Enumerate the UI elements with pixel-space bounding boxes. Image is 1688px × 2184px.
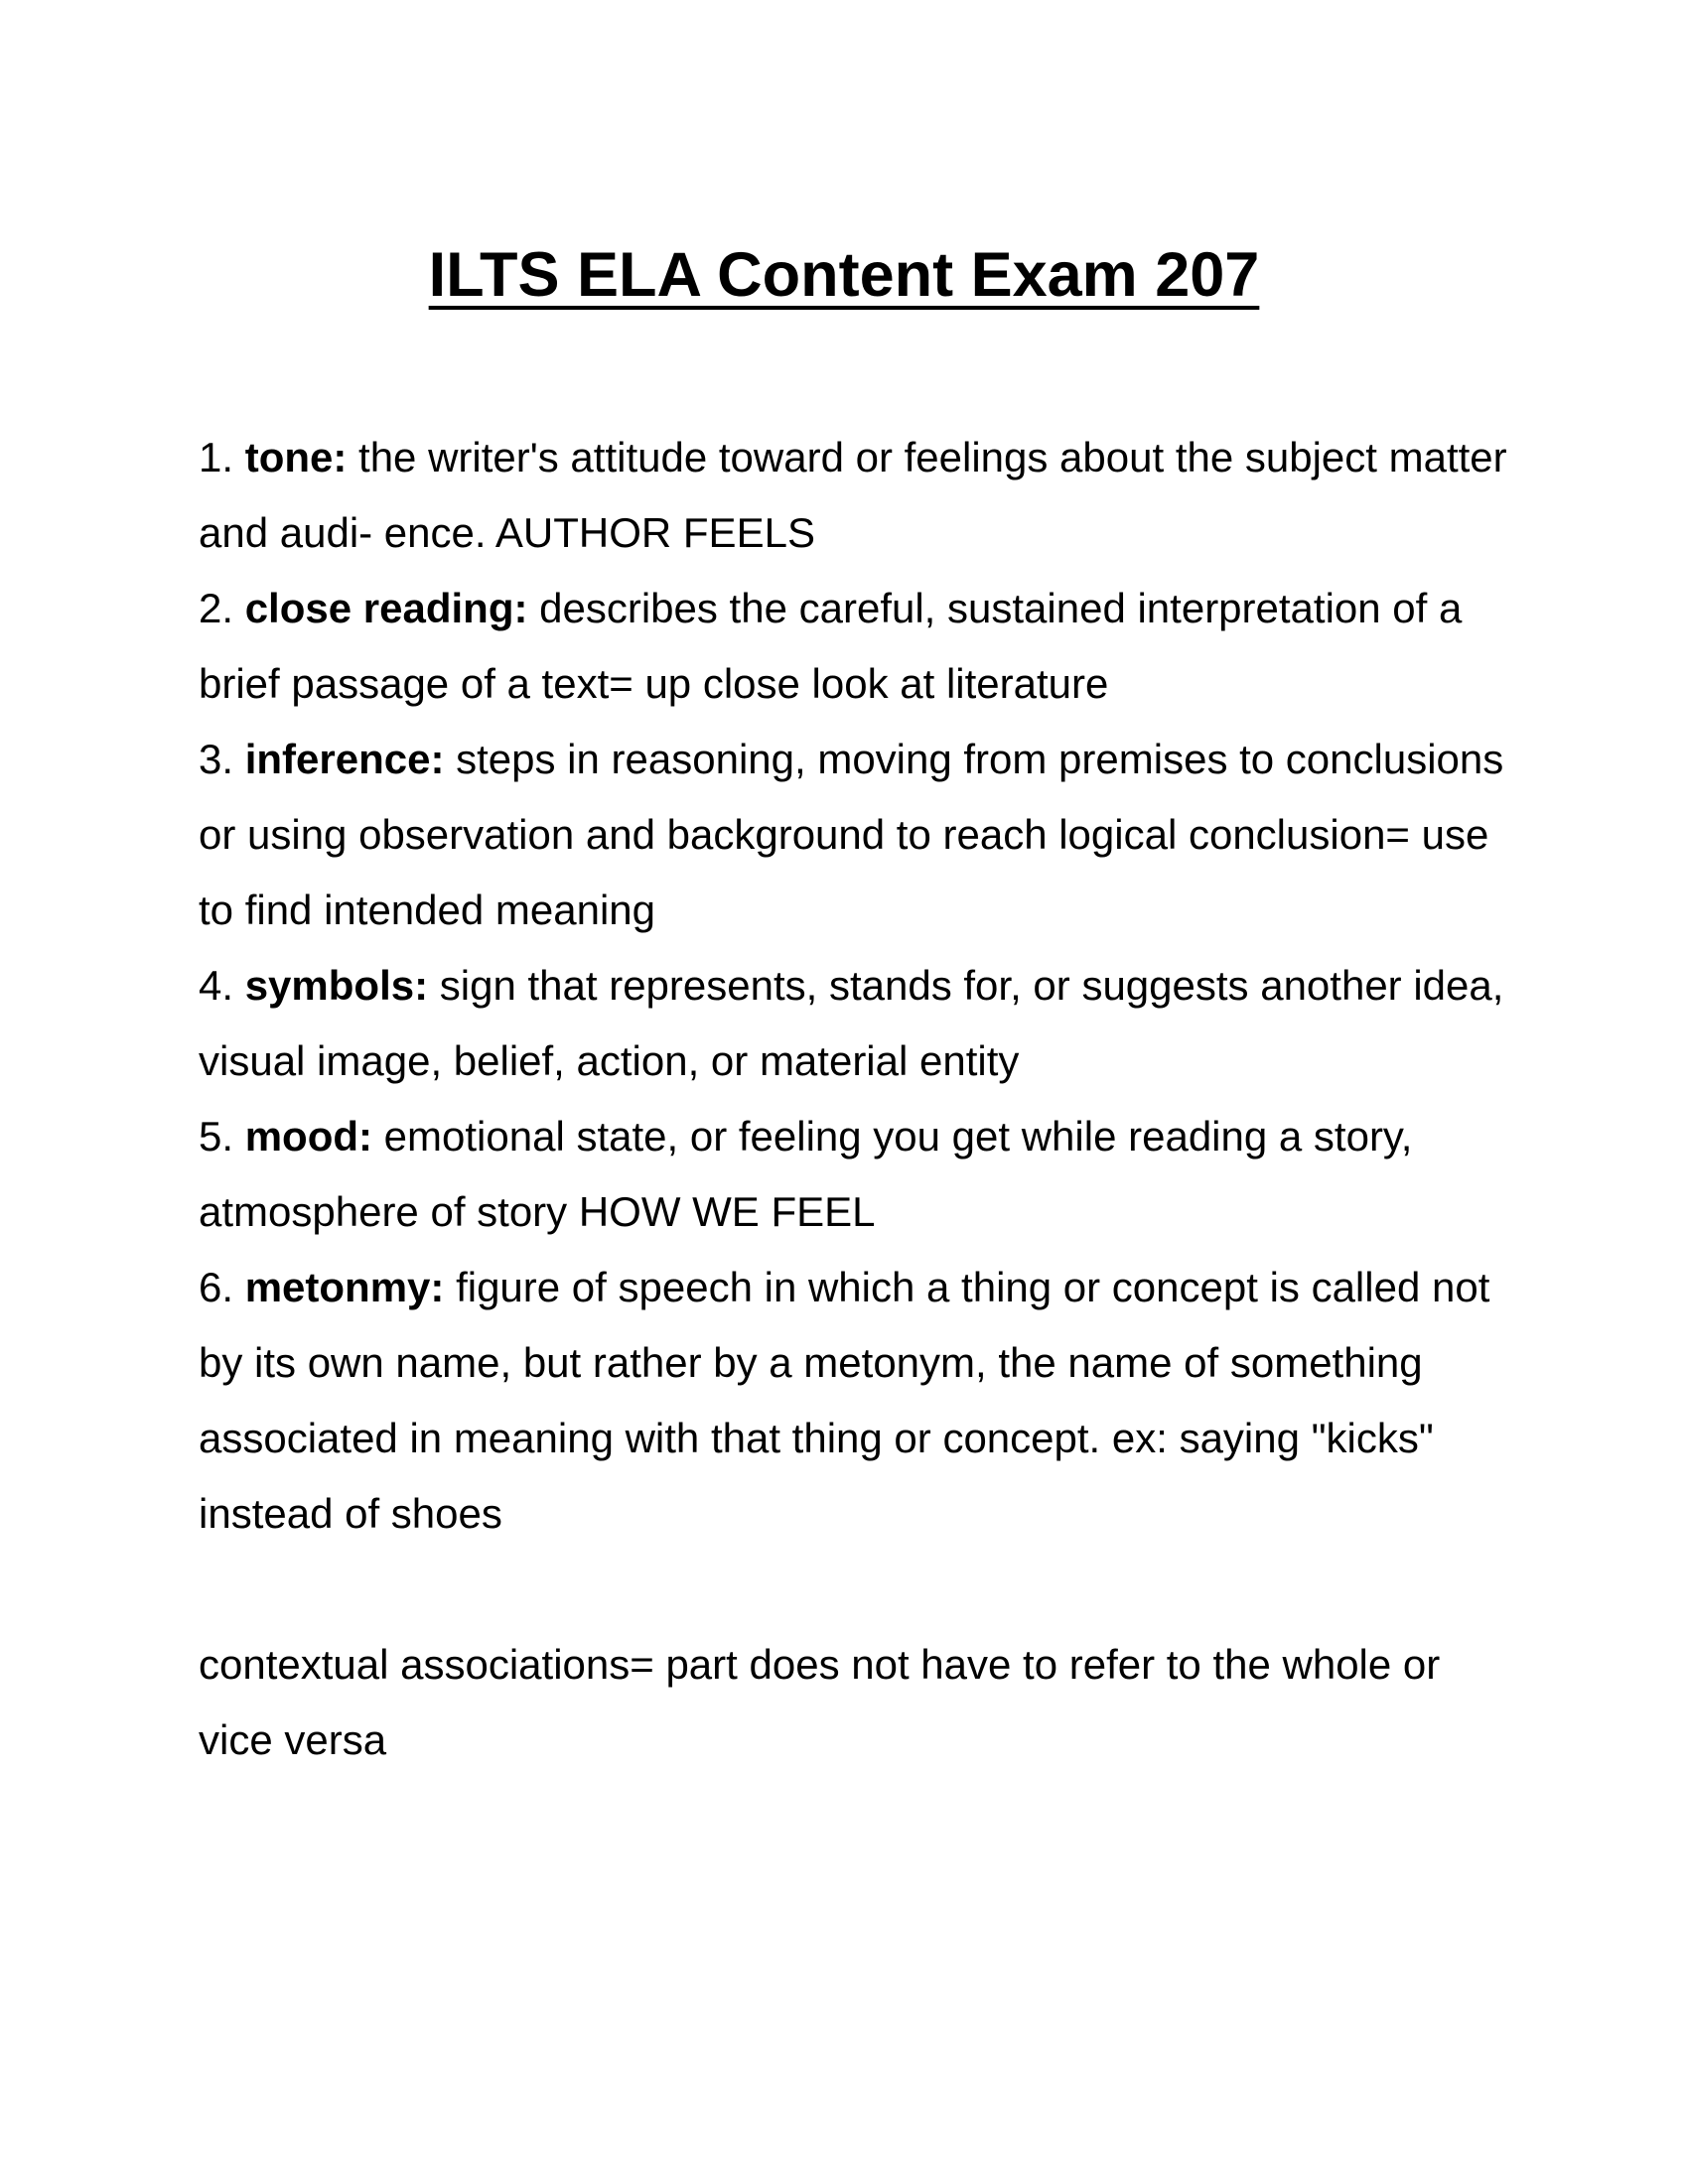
term-label: mood:	[244, 1113, 372, 1160]
term-entry-tone	[199, 420, 1509, 571]
term-label: close reading:	[244, 585, 528, 631]
term-number: 6.	[199, 1264, 234, 1310]
document-title: ILTS ELA Content Exam 207	[428, 240, 1260, 310]
term-label: tone:	[244, 434, 348, 480]
term-definition: figure of speech in which a thing or concept is called not by its own name, but rather by a metonym, the name of something associated in meaning with that thing or concept. ex: saying "kicks" instead of shoes	[199, 1264, 1490, 1537]
term-definition: describes the careful, sustained interpretation of a brief passage of a text= up close look at literature	[199, 585, 1463, 707]
term-definition: steps in reasoning, moving from premises to conclusions or using observation and background to reach logical conclusion= use to find intended meaning	[199, 736, 1504, 933]
term-definition: sign that represents, stands for, or suggests another idea, visual image, belief, action, or material entity	[199, 962, 1504, 1084]
term-label: symbols:	[244, 962, 429, 1009]
term-number: 1.	[199, 434, 234, 480]
term-label: metonmy:	[244, 1264, 445, 1310]
contextual-associations-note: contextual associations= part does not have to refer to the whole or vice versa	[199, 1641, 1441, 1763]
term-entry-metonmy	[199, 1250, 1509, 1552]
term-number: 4.	[199, 962, 234, 1009]
term-entry-mood	[199, 1099, 1509, 1250]
term-number: 3.	[199, 736, 234, 782]
term-entry-inference	[199, 722, 1509, 948]
term-list	[199, 420, 1509, 1778]
term-definition: the writer's attitude toward or feelings about the subject matter and audi- ence. AUTHOR FEELS	[199, 434, 1507, 556]
term-number: 5.	[199, 1113, 234, 1160]
term-label: inference:	[244, 736, 445, 782]
term-entry-symbols	[199, 948, 1509, 1099]
term-entry-close-reading	[199, 571, 1509, 722]
term-definition: emotional state, or feeling you get while reading a story, atmosphere of story HOW WE FEEL	[199, 1113, 1413, 1235]
term-number: 2.	[199, 585, 234, 631]
